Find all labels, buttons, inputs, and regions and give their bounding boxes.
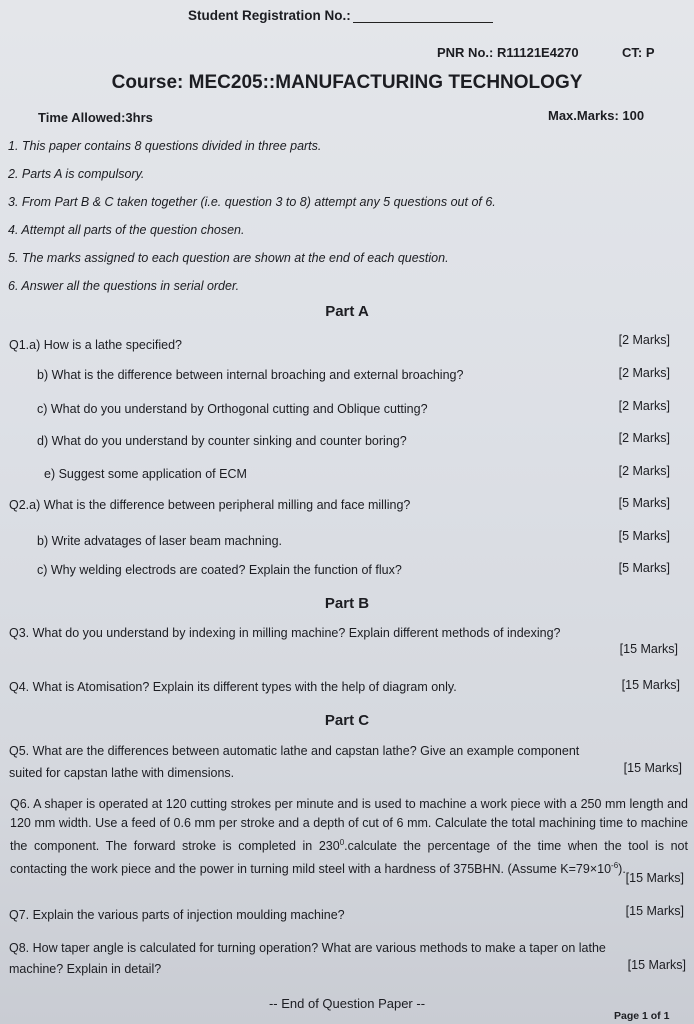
page-number: Page 1 of 1 bbox=[614, 1010, 670, 1022]
pnr-number: PNR No.: R11121E4270 bbox=[437, 45, 579, 60]
instruction-item: 3. From Part B & C taken together (i.e. question 3 to 8) attempt any 5 questions out of 6. bbox=[8, 195, 496, 209]
question-text: b) What is the difference between internal broaching and external broaching? bbox=[37, 368, 464, 382]
question-text: Q4. What is Atomisation? Explain its different types with the help of diagram only. bbox=[9, 680, 457, 694]
question-text: Q5. What are the differences between automatic lathe and capstan lathe? Give an example component bbox=[9, 744, 580, 758]
question-text: Q8. How taper angle is calculated for turning operation? What are various methods to make a taper on lathe bbox=[9, 941, 606, 955]
question-marks: [15 Marks] bbox=[623, 761, 682, 775]
student-reg-label: Student Registration No.: bbox=[188, 8, 351, 23]
question-text: Q3. What do you understand by indexing in milling machine? Explain different methods of indexing? bbox=[9, 626, 561, 640]
question-marks: [15 Marks] bbox=[625, 871, 684, 885]
question-marks: [5 Marks] bbox=[618, 529, 670, 543]
question-marks: [2 Marks] bbox=[618, 464, 670, 478]
instruction-item: 1. This paper contains 8 questions divided in three parts. bbox=[8, 139, 322, 153]
question-text: machine? Explain in detail? bbox=[9, 962, 162, 976]
max-marks: Max.Marks: 100 bbox=[548, 108, 645, 123]
question-text: c) What do you understand by Orthogonal cutting and Oblique cutting? bbox=[37, 402, 428, 416]
question-marks: [15 Marks] bbox=[625, 904, 684, 918]
q6-superscript: -6 bbox=[611, 861, 619, 871]
q6-superscript: 0 bbox=[339, 838, 345, 847]
question-text: c) Why welding electrods are coated? Explain the function of flux? bbox=[37, 563, 402, 577]
q6-part-b: .calculate the percentage of the time when the tool is not contacting the work piece and the power in turning mild steel with a hardness of 375BHN. (Assume K=79×10 bbox=[10, 839, 688, 877]
question-text: suited for capstan lathe with dimensions. bbox=[9, 766, 235, 780]
question-marks: [2 Marks] bbox=[618, 333, 670, 347]
instruction-item: 4. Attempt all parts of the question chosen. bbox=[8, 223, 245, 237]
q6-part-c: ). bbox=[618, 862, 626, 877]
student-registration bbox=[188, 8, 694, 23]
course-title: Course: MEC205::MANUFACTURING TECHNOLOGY bbox=[111, 72, 583, 93]
part-b-heading: Part B bbox=[324, 595, 370, 612]
question-text: Q2.a) What is the difference between peripheral milling and face milling? bbox=[9, 498, 411, 512]
ct-code: CT: P bbox=[622, 45, 655, 60]
question-6-text bbox=[10, 795, 688, 879]
instruction-item: 5. The marks assigned to each question are shown at the end of each question. bbox=[8, 251, 449, 265]
instruction-item: 6. Answer all the questions in serial order. bbox=[8, 279, 240, 293]
part-a-heading: Part A bbox=[325, 303, 369, 320]
instruction-item: 2. Parts A is compulsory. bbox=[8, 167, 145, 181]
question-marks: [15 Marks] bbox=[627, 958, 686, 972]
question-marks: [15 Marks] bbox=[621, 678, 680, 692]
question-marks: [2 Marks] bbox=[618, 366, 670, 380]
time-allowed: Time Allowed:3hrs bbox=[38, 110, 153, 125]
end-of-paper: -- End of Question Paper -- bbox=[268, 996, 426, 1011]
question-marks: [15 Marks] bbox=[619, 642, 678, 656]
question-marks: [5 Marks] bbox=[618, 561, 670, 575]
question-marks: [2 Marks] bbox=[618, 399, 670, 413]
q6-part-a: Q6. A shaper is operated at 120 cutting strokes per minute and is used to machine a work piece with a 250 mm length and 120 mm width. Use a feed of 0.6 mm per stroke and a depth of cut of 6 mm. Calculate the total machining time to machine the component. The forward stroke is completed in 230 bbox=[10, 797, 688, 854]
part-c-heading: Part C bbox=[324, 712, 370, 729]
question-marks: [5 Marks] bbox=[618, 496, 670, 510]
question-text: b) Write advatages of laser beam machning. bbox=[37, 534, 283, 548]
question-marks: [2 Marks] bbox=[618, 431, 670, 445]
reg-blank-line bbox=[353, 10, 493, 23]
question-text: Q1.a) How is a lathe specified? bbox=[9, 338, 183, 352]
question-text: Q7. Explain the various parts of injection moulding machine? bbox=[9, 908, 345, 922]
question-text: e) Suggest some application of ECM bbox=[44, 467, 247, 481]
question-text: d) What do you understand by counter sinking and counter boring? bbox=[37, 434, 407, 448]
